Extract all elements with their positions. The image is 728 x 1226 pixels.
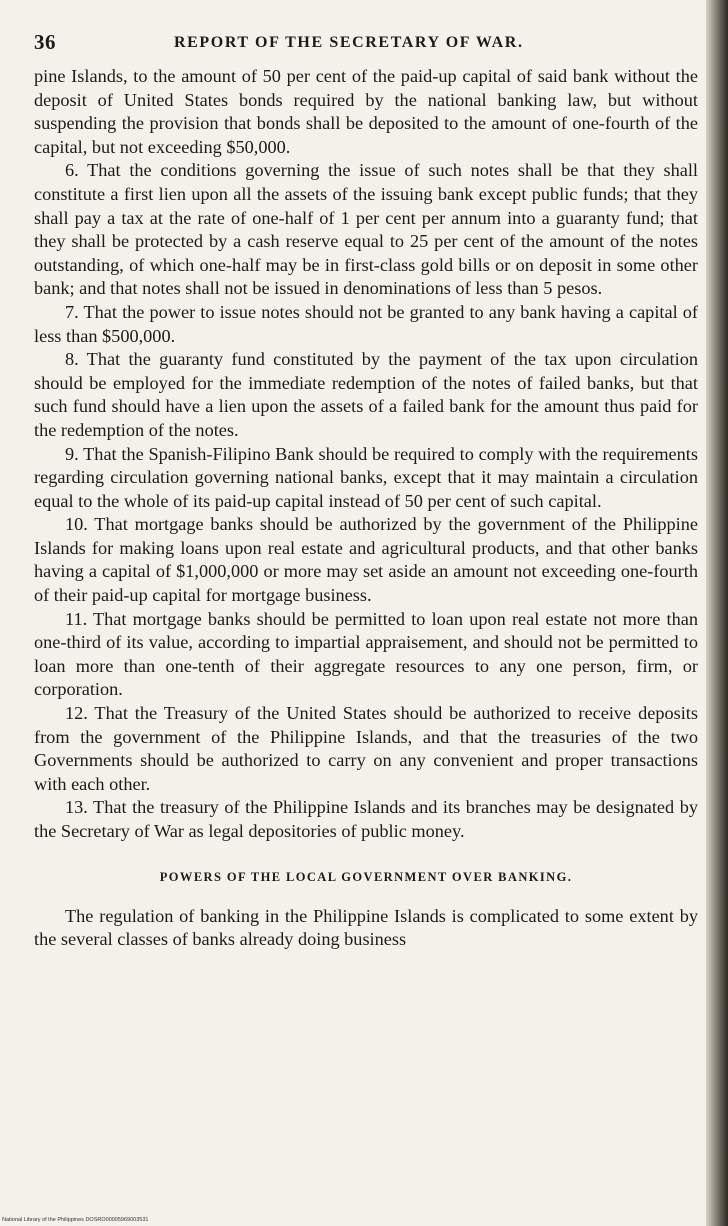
book-spine-edge [706,0,728,1226]
paragraph-item-10: 10. That mortgage banks should be authorized by the government of the Philippine Islands for making loans upon real estate and agricultural products, and that other banks having a capital of $1,000,000 or more may set aside an amount not exceeding one-fourth of their paid-up capital for mortgage business. [34,514,698,606]
paragraph-continuation: pine Islands, to the amount of 50 per cent of the paid-up capital of said bank without the deposit of United States bonds required by the national banking law, but without suspending the provision that bonds shall be deposited to the amount of one-fourth of the capital, but not exceeding $50,000. [34,66,698,157]
paragraph-item-12: 12. That the Treasury of the United States should be authorized to receive deposits from the government of the Philippine Islands, and that the treasuries of the two Governments should be authorized to carry on any convenient and proper transactions with each other. [34,703,698,794]
body-text [34,65,698,952]
section-heading: POWERS OF THE LOCAL GOVERNMENT OVER BANKING. [159,869,573,884]
paragraph-section-intro: The regulation of banking in the Philippine Islands is complicated to some extent by the several classes of banks already doing business [34,905,698,950]
paragraph-item-7: 7. That the power to issue notes should not be granted to any bank having a capital of less than $500,000. [34,301,698,346]
page-number: 36 [34,30,56,54]
paragraph-item-11: 11. That mortgage banks should be permitted to loan upon real estate not more than one-third of its value, according to impartial appraisement, and should not be permitted to loan more than one-tenth of their aggregate resources to any one person, firm, or corporation. [34,608,698,700]
page-header [34,30,698,58]
scan-footer: National Library of the Philippines DOSRO00005969003531 [2,1217,149,1223]
paragraph-item-13: 13. That the treasury of the Philippine Islands and its branches may be designated by the Secretary of War as legal depositories of public money. [34,797,698,841]
paragraph-item-8: 8. That the guaranty fund constituted by the payment of the tax upon circulation should be employed for the immediate redemption of the notes of failed banks, but that such fund should have a lien upon the assets of a failed bank for the amount thus paid for the redemption of the notes. [34,349,698,440]
paragraph-item-6: 6. That the conditions governing the issue of such notes shall be that they shall constitute a first lien upon all the assets of the issuing bank except public funds; that they shall pay a tax at the rate of one-half of 1 per cent per annum into a guaranty fund; that they shall be protected by a cash reserve equal to 25 per cent of the amount of the notes outstanding, of which one-half may be in first-class gold bills or on deposit in some other bank; and that notes shall not be issued in denominations of less than 5 pesos. [34,160,698,299]
running-head: REPORT OF THE SECRETARY OF WAR. [174,34,524,51]
paragraph-item-9: 9. That the Spanish-Filipino Bank should be required to comply with the requirements regarding circulation governing national banks, except that it may maintain a circulation equal to the whole of its paid-up capital instead of 50 per cent of such capital. [34,443,698,511]
